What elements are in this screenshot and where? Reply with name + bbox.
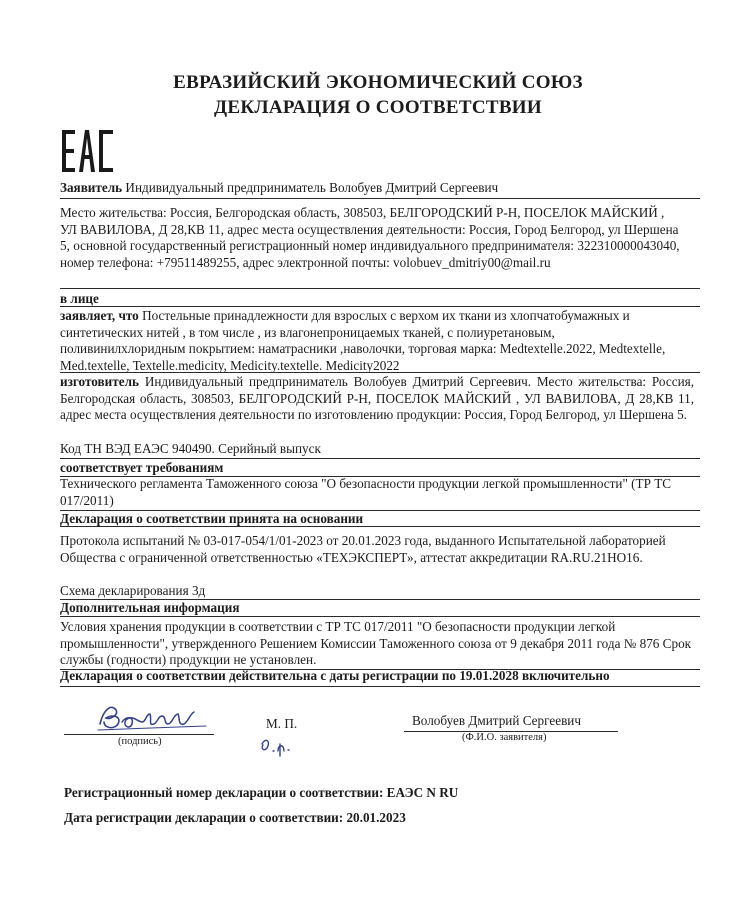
manufacturer-block [60, 374, 694, 424]
registration-date: Дата регистрации декларации о соответствии: 20.01.2023 [64, 810, 406, 825]
name-caption: (Ф.И.О. заявителя) [462, 732, 547, 743]
additional-value: Условия хранения продукции в соответствии с ТР ТС 017/2011 "О безопасности продукции легкой промышленности", утвержденного Решением Комиссии Таможенного союза от 9 декабря 2011 года № 876 Срок службы (годности) продукции не установлен. [60, 619, 692, 668]
divider [60, 198, 700, 199]
stamp-note-handwritten [258, 734, 298, 758]
declaration-scheme: Схема декларирования 3д [60, 583, 206, 598]
doc-title-union: ЕВРАЗИЙСКИЙ ЭКОНОМИЧЕСКИЙ СОЮЗ [173, 72, 583, 93]
handwritten-signature [94, 700, 214, 734]
manufacturer-value: Индивидуальный предприниматель Волобуев Дмитрий Сергеевич. Место жительства: Россия, Белгородская область, 308503, БЕЛГОРОДСКИЙ Р-Н, ПОСЕЛОК МАЙСКИЙ , УЛ ВАВИЛОВА, Д 28,КВ 11, адрес места осуществления деятельности по изготовлению продукции: Россия, Город Белгород, ул Шершена 5. [60, 374, 694, 423]
basis-label: Декларация о соответствии принята на основании [60, 511, 364, 526]
validity-text: Декларация о соответствии действительна с даты регистрации по 19.01.2028 включительно [60, 668, 610, 683]
registration-number: Регистрационный номер декларации о соответствии: ЕАЭС N RU [64, 785, 459, 800]
validity-line [60, 668, 700, 685]
applicant-name: Волобуев Дмитрий Сергеевич [412, 713, 581, 728]
divider [60, 372, 700, 373]
declares-value: Постельные принадлежности для взрослых с верхом их ткани из хлопчатобумажных и синтетических нитей , в том числе , из влагонепроницаемых тканей, с полиуретановым, поливинилхлоридным покрытием: наматрасники ,наволочки, торговая марка: Medtextelle.2022, Medtextelle, Med.textelle, Textelle.medicity, Medicity.textelle. Medicity2022 [60, 308, 666, 373]
eac-mark-icon [60, 128, 118, 174]
applicant-value: Индивидуальный предприниматель Волобуев Дмитрий Сергеевич [122, 180, 499, 195]
divider [60, 306, 700, 307]
divider [60, 458, 700, 459]
divider [60, 526, 700, 527]
seal-label: М. П. [266, 716, 298, 731]
signature-caption: (подпись) [118, 736, 162, 747]
applicant-label: Заявитель [60, 180, 123, 195]
declares-label: заявляет, что [60, 308, 139, 323]
basis-value: Протокола испытаний № 03-017-054/1/01-2023 от 20.01.2023 года, выданного Испытательной лабораторией Общества с ограниченной ответственностью «ТЕХЭКСПЕРТ», аттестат аккредитации RA.RU.21НО16. [60, 533, 666, 565]
applicant-details: Место жительства: Россия, Белгородская область, 308503, БЕЛГОРОДСКИЙ Р-Н, ПОСЕЛОК МАЙСКИЙ , УЛ ВАВИЛОВА, Д 28,КВ 11, адрес места осуществления деятельности: Россия, Город Белгород, ул Шершена 5, основной государственный регистрационный номер индивидуального предпринимателя: 322310000043040, номер телефона: +79511489255, адрес электронной почты: volobuev_dmitriy00@mail.ru [60, 205, 680, 270]
requirements-label: соответствует требованиям [60, 460, 224, 475]
person-label: в лице [60, 291, 99, 306]
tn-ved-code: Код ТН ВЭД ЕАЭС 940490. Серийный выпуск [60, 441, 321, 456]
applicant-line [60, 180, 694, 197]
additional-label-line [60, 600, 694, 617]
additional-label: Дополнительная информация [60, 600, 240, 615]
divider [60, 616, 700, 617]
divider [60, 686, 700, 687]
signature-underline [64, 734, 214, 735]
requirements-label-line [60, 460, 694, 477]
manufacturer-label: изготовитель [60, 374, 139, 389]
declares-block [60, 308, 680, 374]
doc-title-declaration: ДЕКЛАРАЦИЯ О СООТВЕТСТВИИ [214, 97, 542, 118]
divider [60, 288, 700, 289]
requirements-value: Технического регламента Таможенного союза "О безопасности продукции легкой промышленности" (ТР ТС 017/2011) [60, 476, 672, 508]
